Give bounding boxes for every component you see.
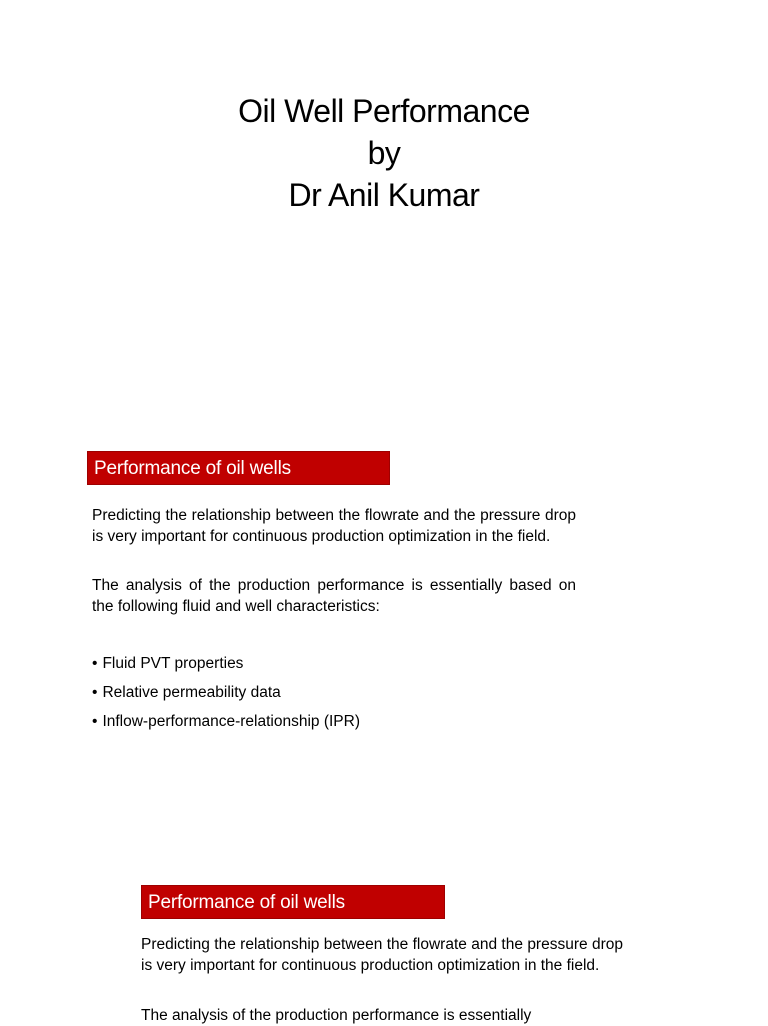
bullet-dot-icon: • — [92, 655, 98, 672]
paragraph-2: The analysis of the production performance is essentially based on the following fluid and well characteristics: — [92, 577, 576, 615]
bullet-list — [92, 653, 360, 740]
bullet-text: Fluid PVT properties — [102, 655, 244, 672]
title-line-3: Dr Anil Kumar — [288, 177, 480, 213]
bullet-item — [92, 711, 360, 740]
bullet-text: Inflow-performance-relationship (IPR) — [102, 713, 361, 730]
title-line-2: by — [367, 135, 401, 171]
bullet-dot-icon: • — [92, 684, 98, 701]
bullet-dot-icon: • — [92, 713, 98, 730]
bullet-text: Relative permeability data — [102, 684, 281, 701]
page-title — [0, 90, 768, 216]
paragraph-1: Predicting the relationship between the flowrate and the pressure drop is very important for continuous production optimization in the field. — [141, 936, 623, 974]
bullet-item — [92, 682, 360, 711]
section-header: Performance of oil wells — [87, 451, 390, 485]
paragraph-1: Predicting the relationship between the flowrate and the pressure drop is very important for continuous production optimization in the field. — [92, 507, 576, 545]
section-header: Performance of oil wells — [141, 885, 445, 919]
paragraph-2: The analysis of the production performance is essentially — [141, 1007, 532, 1024]
title-line-1: Oil Well Performance — [238, 93, 530, 129]
bullet-item — [92, 653, 360, 682]
